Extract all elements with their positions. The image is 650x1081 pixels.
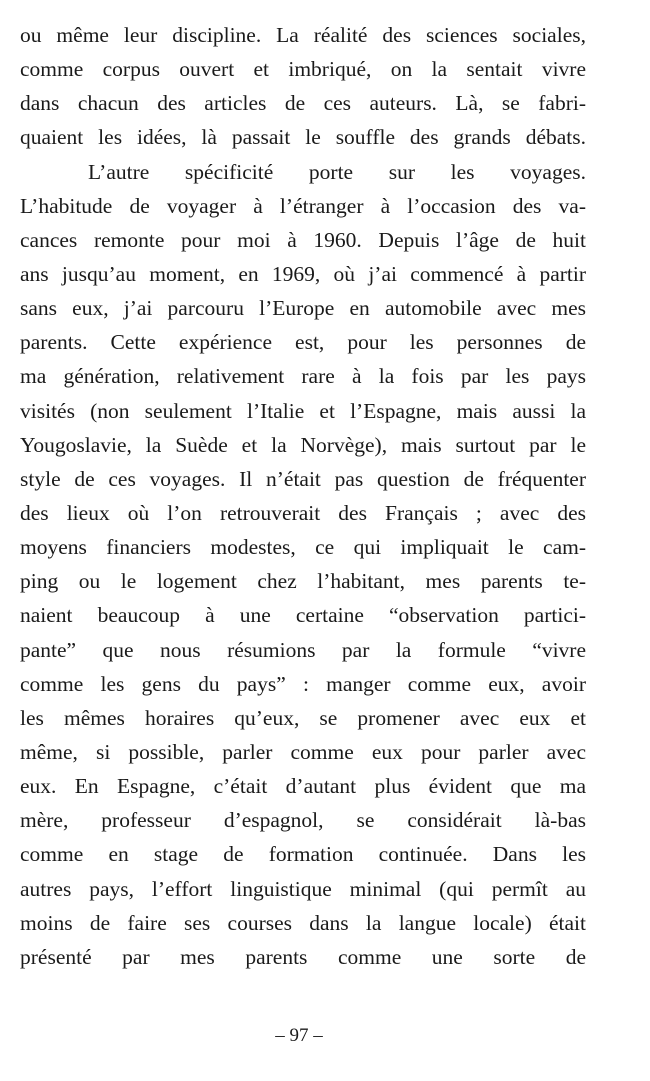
paragraph-2-line-2: L’habitude de voyager à l’étranger à l’occasion des va- — [20, 193, 586, 218]
paragraph-2-line-10: style de ces voyages. Il n’était pas question de fréquenter — [20, 466, 586, 491]
paragraph-2-line-24: présenté par mes parents comme une sorte de — [20, 944, 586, 969]
paragraph-2-line-4: ans jusqu’au moment, en 1969, où j’ai commencé à partir — [20, 261, 586, 286]
page-body — [20, 18, 586, 974]
page-number: – 97 – — [275, 1025, 323, 1046]
paragraph-2-line-13: ping ou le logement chez l’habitant, mes parents te- — [20, 569, 586, 594]
paragraph-2-line-12: moyens financiers modestes, ce qui impliquait le cam- — [20, 535, 586, 560]
paragraph-2-line-16: comme les gens du pays” : manger comme eux, avoir — [20, 671, 586, 696]
paragraph-2-line-15: pante” que nous résumions par la formule “vivre — [20, 637, 586, 662]
paragraph-2-line-21: comme en stage de formation continuée. Dans les — [20, 842, 586, 867]
paragraph-2-line-19: eux. En Espagne, c’était d’autant plus évident que ma — [20, 774, 586, 799]
paragraph-2-line-6: parents. Cette expérience est, pour les personnes de — [20, 330, 586, 355]
paragraph-2-line-5: sans eux, j’ai parcouru l’Europe en automobile avec mes — [20, 296, 586, 321]
paragraph-2-line-23: moins de faire ses courses dans la langue locale) était — [20, 910, 586, 935]
paragraph-2-line-1: L’autre spécificité porte sur les voyages. — [88, 159, 586, 184]
paragraph-2-line-9: Yougoslavie, la Suède et la Norvège), mais surtout par le — [20, 432, 586, 457]
paragraph-1-line-1: ou même leur discipline. La réalité des sciences sociales, — [20, 23, 586, 47]
paragraph-2-line-18: même, si possible, parler comme eux pour parler avec — [20, 739, 586, 764]
paragraph-2 — [20, 155, 586, 974]
paragraph-2-line-14: naient beaucoup à une certaine “observation partici- — [20, 603, 586, 628]
paragraph-2-line-7: ma génération, relativement rare à la fois par les pays — [20, 364, 586, 389]
paragraph-2-line-8: visités (non seulement l’Italie et l’Espagne, mais aussi la — [20, 398, 586, 423]
paragraph-1-line-4: quaient les idées, là passait le souffle des grands débats. — [20, 125, 586, 150]
paragraph-1-line-2: comme corpus ouvert et imbriqué, on la sentait vivre — [20, 57, 586, 82]
paragraph-2-line-11: des lieux où l’on retrouverait des Français ; avec des — [20, 500, 586, 525]
paragraph-2-line-22: autres pays, l’effort linguistique minimal (qui permît au — [20, 876, 586, 901]
paragraph-2-line-20: mère, professeur d’espagnol, se considérait là-bas — [20, 808, 586, 833]
paragraph-2-line-3: cances remonte pour moi à 1960. Depuis l’âge de huit — [20, 227, 586, 252]
paragraph-1 — [20, 18, 586, 155]
paragraph-1-line-3: dans chacun des articles de ces auteurs. Là, se fabri- — [20, 91, 586, 116]
paragraph-2-line-17: les mêmes horaires qu’eux, se promener avec eux et — [20, 705, 586, 730]
